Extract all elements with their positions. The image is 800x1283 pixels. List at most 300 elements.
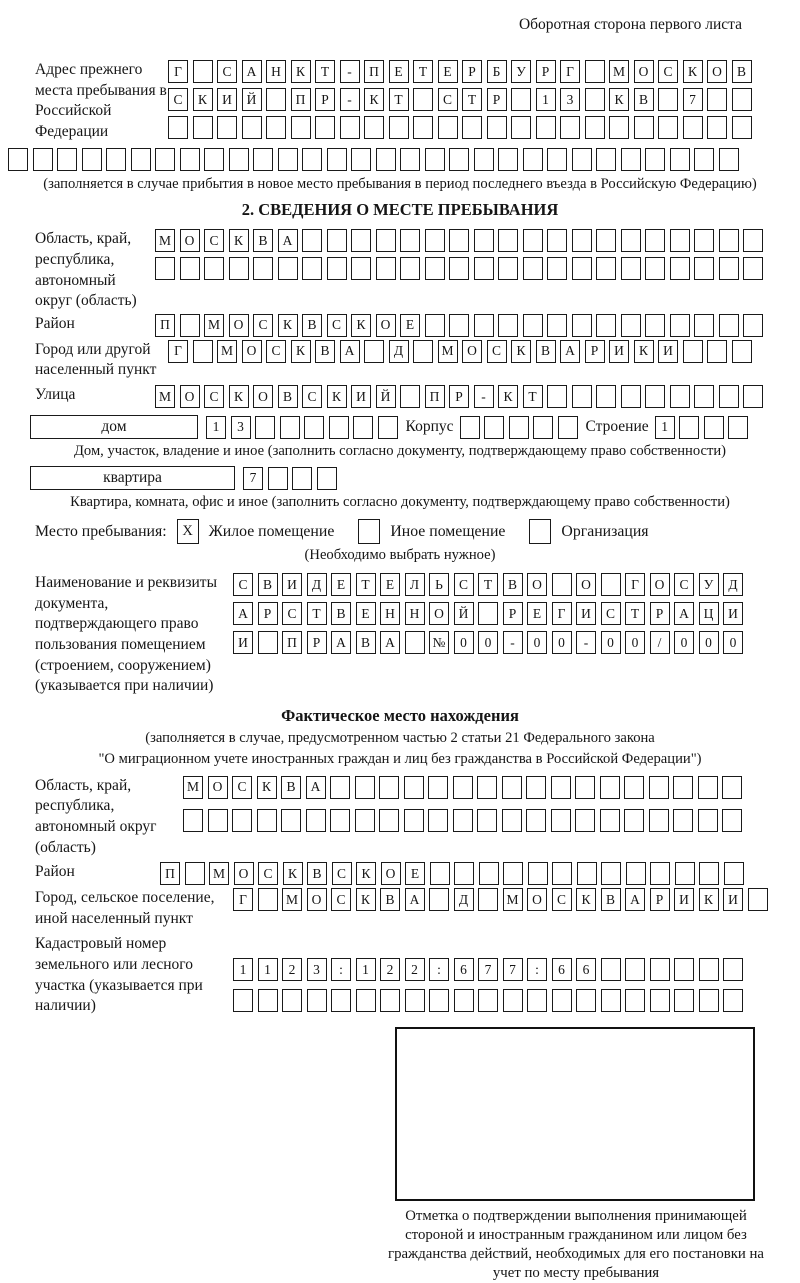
char-box (572, 148, 592, 171)
char-box (523, 229, 543, 252)
char-box (601, 958, 621, 981)
char-row-city (168, 340, 752, 363)
char-box (699, 862, 719, 885)
char-box (704, 416, 724, 439)
char-box (601, 989, 621, 1012)
char-box: № (429, 631, 449, 654)
char-box: В (253, 229, 273, 252)
char-box (425, 148, 445, 171)
char-box: М (155, 229, 175, 252)
char-box (460, 416, 480, 439)
char-box: В (503, 573, 523, 596)
char-box: К (351, 314, 371, 337)
char-box (258, 989, 278, 1012)
char-box: С (658, 60, 678, 83)
char-box (376, 229, 396, 252)
char-box: В (380, 888, 400, 911)
char-box: И (576, 602, 596, 625)
char-box (400, 257, 420, 280)
char-box: С (331, 888, 351, 911)
char-box: С (438, 88, 458, 111)
char-box: 7 (503, 958, 523, 981)
char-box: У (699, 573, 719, 596)
char-box (302, 148, 322, 171)
char-box: А (674, 602, 694, 625)
char-box: О (429, 602, 449, 625)
char-box: С (217, 60, 237, 83)
char-box (82, 148, 102, 171)
char-box (698, 776, 718, 799)
char-box: И (658, 340, 678, 363)
char-box: К (511, 340, 531, 363)
char-box (487, 116, 507, 139)
char-box (278, 148, 298, 171)
char-box (576, 989, 596, 1012)
char-box: Г (552, 602, 572, 625)
district-label: Район (35, 314, 75, 332)
char-box (449, 229, 469, 252)
char-box: С (168, 88, 188, 111)
char-box: Е (400, 314, 420, 337)
char-box: Н (405, 602, 425, 625)
char-box: 1 (356, 958, 376, 981)
char-box: С (487, 340, 507, 363)
char-box: К (283, 862, 303, 885)
char-box: С (232, 776, 252, 799)
char-box (624, 809, 644, 832)
page-corner-note: Оборотная сторона первого листа (518, 16, 742, 33)
char-box: 2 (380, 958, 400, 981)
char-box: О (707, 60, 727, 83)
char-box (282, 989, 302, 1012)
field-actual-city (8, 888, 800, 929)
char-box (526, 809, 546, 832)
char-box: К (278, 314, 298, 337)
char-box: - (340, 88, 360, 111)
char-box: - (340, 60, 360, 83)
field-apartment (30, 466, 800, 490)
char-box (428, 809, 448, 832)
char-box (474, 229, 494, 252)
char-box (723, 989, 743, 1012)
char-box (509, 416, 529, 439)
char-box: Й (454, 602, 474, 625)
char-box (719, 314, 739, 337)
char-box: С (204, 385, 224, 408)
char-box (281, 809, 301, 832)
char-box (302, 257, 322, 280)
char-box (673, 776, 693, 799)
char-box (658, 116, 678, 139)
char-box: В (536, 340, 556, 363)
char-box: А (380, 631, 400, 654)
char-box (355, 776, 375, 799)
char-box (106, 148, 126, 171)
char-box (233, 989, 253, 1012)
char-box: Р (315, 88, 335, 111)
char-box (551, 809, 571, 832)
char-box: К (229, 385, 249, 408)
char-box (707, 116, 727, 139)
char-box: Т (315, 60, 335, 83)
char-box (743, 385, 763, 408)
char-box: Р (258, 602, 278, 625)
char-box: 3 (560, 88, 580, 111)
char-box (268, 467, 288, 490)
char-box (327, 148, 347, 171)
char-box (732, 88, 752, 111)
char-box (645, 314, 665, 337)
section2-title: 2. СВЕДЕНИЯ О МЕСТЕ ПРЕБЫВАНИЯ (241, 200, 559, 220)
char-box (498, 257, 518, 280)
char-box: 3 (307, 958, 327, 981)
char-box (180, 314, 200, 337)
char-box (719, 229, 739, 252)
char-box: К (291, 60, 311, 83)
char-box: О (527, 573, 547, 596)
char-box (503, 862, 523, 885)
char-box: 0 (625, 631, 645, 654)
char-box: Т (462, 88, 482, 111)
char-box: П (282, 631, 302, 654)
field-stay-type (35, 519, 800, 544)
char-box: К (229, 229, 249, 252)
char-box (675, 862, 695, 885)
char-box: П (160, 862, 180, 885)
checkbox-other-premises (358, 519, 380, 544)
char-box: В (315, 340, 335, 363)
checkbox-organization (529, 519, 551, 544)
char-box: 0 (478, 631, 498, 654)
char-box: О (180, 385, 200, 408)
char-box (547, 148, 567, 171)
char-row-doc-1 (233, 573, 743, 596)
char-box: И (351, 385, 371, 408)
char-box: Р (650, 602, 670, 625)
char-box: Р (503, 602, 523, 625)
char-box (430, 862, 450, 885)
char-box: О (527, 888, 547, 911)
char-row-street (155, 385, 763, 408)
actual-location-note-2: "О миграционном учете иностранных граждан и лиц без гражданства в Российской Федерации") (98, 750, 702, 767)
char-box: Б (487, 60, 507, 83)
char-box: 7 (243, 467, 263, 490)
char-box (355, 809, 375, 832)
char-box: С (266, 340, 286, 363)
char-box (585, 116, 605, 139)
char-box (329, 416, 349, 439)
char-box (278, 257, 298, 280)
char-box: С (282, 602, 302, 625)
char-box: 6 (454, 958, 474, 981)
char-box: О (376, 314, 396, 337)
char-box (673, 809, 693, 832)
char-box (694, 257, 714, 280)
char-box: 1 (258, 958, 278, 981)
char-box (694, 385, 714, 408)
char-box: В (601, 888, 621, 911)
char-box (429, 989, 449, 1012)
char-box (193, 340, 213, 363)
char-box (404, 776, 424, 799)
char-box (255, 416, 275, 439)
char-box: - (576, 631, 596, 654)
char-row-region-2 (155, 257, 763, 280)
char-box (358, 519, 380, 544)
char-box (389, 116, 409, 139)
char-row-actual-district (160, 862, 744, 885)
char-box: 0 (699, 631, 719, 654)
char-box: И (233, 631, 253, 654)
char-row-house-number (206, 416, 398, 439)
char-box: Г (233, 888, 253, 911)
char-box (502, 776, 522, 799)
char-box: Н (380, 602, 400, 625)
char-box (484, 416, 504, 439)
char-box (400, 148, 420, 171)
char-box (645, 148, 665, 171)
previous-address-label: Адрес прежнего места пребывания в Российской Федерации (35, 61, 167, 140)
char-box (577, 862, 597, 885)
char-box (645, 385, 665, 408)
char-box (204, 148, 224, 171)
char-box (327, 257, 347, 280)
char-row-korpus (460, 416, 578, 439)
char-box: Ц (699, 602, 719, 625)
char-box: С (332, 862, 352, 885)
char-box (596, 148, 616, 171)
char-box: : (429, 958, 449, 981)
char-box (575, 776, 595, 799)
char-box (291, 116, 311, 139)
char-row-stroenie (655, 416, 749, 439)
char-box (478, 989, 498, 1012)
ownership-document-label: Наименование и реквизиты документа, подтверждающего право пользования помещением (строением, сооружением) (указывается при наличии) (35, 574, 217, 695)
field-region (8, 229, 800, 311)
char-box (351, 229, 371, 252)
char-box (479, 862, 499, 885)
char-box (511, 88, 531, 111)
char-box: К (356, 862, 376, 885)
char-box: Т (307, 602, 327, 625)
char-box (155, 257, 175, 280)
char-box (552, 573, 572, 596)
char-box (670, 257, 690, 280)
char-box (624, 776, 644, 799)
char-box: Л (405, 573, 425, 596)
char-box (596, 257, 616, 280)
char-box (429, 888, 449, 911)
char-box: В (356, 631, 376, 654)
char-box (670, 314, 690, 337)
char-box (572, 229, 592, 252)
char-box (645, 229, 665, 252)
char-box: А (242, 60, 262, 83)
char-box: М (183, 776, 203, 799)
char-box: Г (168, 340, 188, 363)
char-box (474, 314, 494, 337)
char-box: 7 (683, 88, 703, 111)
char-box: К (609, 88, 629, 111)
char-box (719, 257, 739, 280)
char-box: Г (168, 60, 188, 83)
korpus-label: Корпус (405, 418, 454, 436)
char-box (404, 809, 424, 832)
char-box (596, 229, 616, 252)
char-box (585, 88, 605, 111)
char-box (253, 257, 273, 280)
char-box: Е (438, 60, 458, 83)
char-box: 0 (552, 631, 572, 654)
actual-district-label: Район (35, 863, 75, 881)
char-box: : (527, 958, 547, 981)
char-box: А (306, 776, 326, 799)
char-box (650, 958, 670, 981)
char-box: 0 (601, 631, 621, 654)
char-box: 0 (723, 631, 743, 654)
char-box (722, 809, 742, 832)
char-box (425, 257, 445, 280)
char-row-doc-3 (233, 631, 743, 654)
char-box (743, 229, 763, 252)
char-box: И (282, 573, 302, 596)
char-box: 1 (233, 958, 253, 981)
char-box (585, 60, 605, 83)
char-box (707, 88, 727, 111)
actual-city-label: Город, сельское поселение, иной населенный пункт (35, 889, 215, 927)
char-box (683, 340, 703, 363)
char-box: Р (487, 88, 507, 111)
char-box (650, 862, 670, 885)
char-box (722, 776, 742, 799)
char-box: И (674, 888, 694, 911)
char-box (658, 88, 678, 111)
field-city (8, 340, 800, 381)
char-box: С (253, 314, 273, 337)
char-box (168, 116, 188, 139)
char-box: Т (389, 88, 409, 111)
cadastral-number-label: Кадастровый номер земельного или лесного участка (указывается при наличии) (35, 935, 203, 1015)
char-box: С (327, 314, 347, 337)
char-box (425, 314, 445, 337)
char-box (57, 148, 77, 171)
char-box: О (229, 314, 249, 337)
char-box: Е (389, 60, 409, 83)
char-box (378, 416, 398, 439)
char-box: 2 (405, 958, 425, 981)
char-box: Г (625, 573, 645, 596)
char-box (723, 958, 743, 981)
char-box: И (723, 888, 743, 911)
char-box (380, 989, 400, 1012)
char-box (193, 116, 213, 139)
char-box (340, 116, 360, 139)
char-box (498, 148, 518, 171)
char-box (575, 809, 595, 832)
char-box: Г (560, 60, 580, 83)
char-box (155, 148, 175, 171)
char-box (621, 257, 641, 280)
char-box (719, 385, 739, 408)
char-box: В (634, 88, 654, 111)
char-box: : (331, 958, 351, 981)
char-box (462, 116, 482, 139)
char-box (572, 385, 592, 408)
char-box (33, 148, 53, 171)
char-box: К (576, 888, 596, 911)
char-box: С (204, 229, 224, 252)
char-box (748, 888, 768, 911)
char-box: Т (413, 60, 433, 83)
option-organization-label: Организация (561, 522, 649, 540)
char-box (379, 809, 399, 832)
char-box: М (609, 60, 629, 83)
char-box (533, 416, 553, 439)
char-box (317, 467, 337, 490)
char-row-prev-4 (8, 148, 800, 171)
char-box (601, 573, 621, 596)
char-row-actual-region-2 (183, 809, 742, 832)
char-box: 0 (527, 631, 547, 654)
char-box (453, 776, 473, 799)
char-box (498, 314, 518, 337)
char-box (413, 88, 433, 111)
char-box (679, 416, 699, 439)
char-box: М (217, 340, 237, 363)
char-box (670, 385, 690, 408)
char-box: П (155, 314, 175, 337)
char-box (649, 809, 669, 832)
char-box: Е (356, 602, 376, 625)
char-box (327, 229, 347, 252)
confirmation-stamp-box (395, 1027, 755, 1201)
char-box: / (650, 631, 670, 654)
char-box: - (503, 631, 523, 654)
char-box: П (291, 88, 311, 111)
char-box (560, 116, 580, 139)
char-box: Н (266, 60, 286, 83)
char-box (330, 809, 350, 832)
char-box (724, 862, 744, 885)
char-box (670, 229, 690, 252)
char-box (315, 116, 335, 139)
char-box: К (634, 340, 654, 363)
char-box (670, 148, 690, 171)
char-box: О (234, 862, 254, 885)
char-box: К (327, 385, 347, 408)
field-actual-district (8, 862, 800, 885)
char-box: Й (242, 88, 262, 111)
char-row-actual-city (233, 888, 768, 911)
char-box: К (356, 888, 376, 911)
char-box: О (462, 340, 482, 363)
char-box (351, 148, 371, 171)
char-box (193, 60, 213, 83)
char-row-actual-region-1 (183, 776, 742, 799)
char-box (266, 88, 286, 111)
char-box (453, 809, 473, 832)
char-box (699, 958, 719, 981)
char-box (625, 958, 645, 981)
char-box (547, 314, 567, 337)
char-box (600, 809, 620, 832)
char-box: О (180, 229, 200, 252)
char-box (683, 116, 703, 139)
char-box (331, 989, 351, 1012)
char-box (694, 229, 714, 252)
char-box: В (307, 862, 327, 885)
char-box (626, 862, 646, 885)
